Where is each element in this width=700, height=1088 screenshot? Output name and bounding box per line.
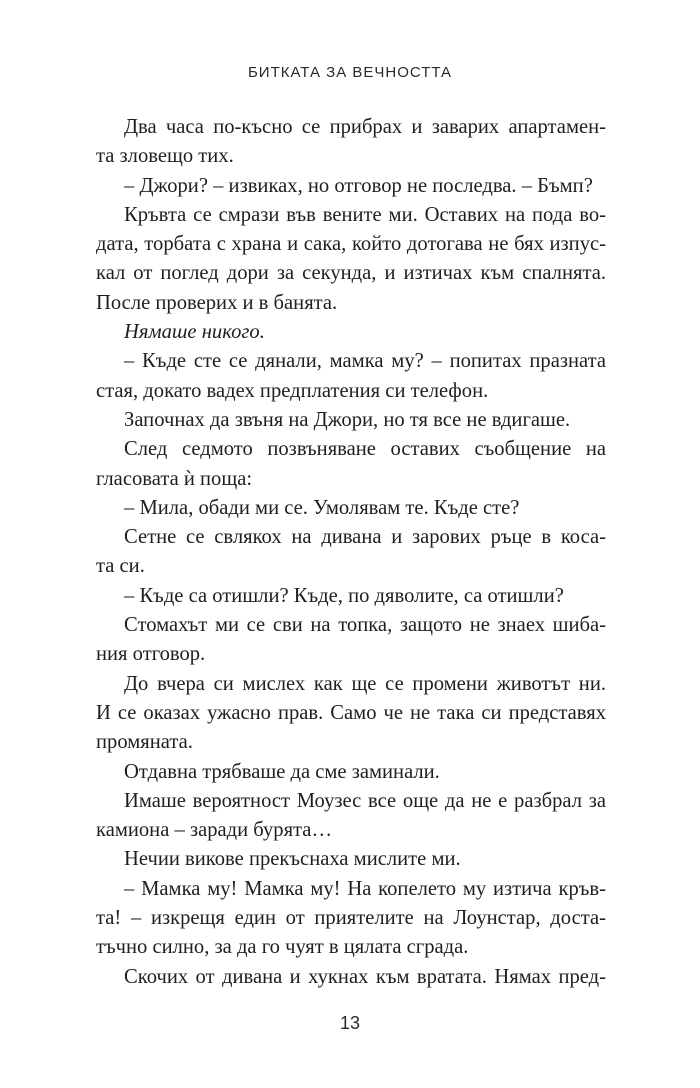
text-line: После проверих и в банята. <box>96 291 338 314</box>
text-line: Имаше вероятност Моузес все още да не е разбрал за <box>124 789 606 812</box>
text-line: тъчно силно, за да го чуят в цялата сграда. <box>96 936 469 959</box>
text-line: И се оказах ужасно прав. Само че не така си представях <box>96 701 606 724</box>
text-line: – Къде сте се дянали, мамка му? – попитах празната <box>124 350 606 373</box>
text-line: гласовата ѝ поща: <box>96 467 253 490</box>
text-line: До вчера си мислех как ще се промени животът ни. <box>124 672 606 695</box>
text-line: стая, докато вадех предплатения си телефон. <box>96 379 489 402</box>
text-line: След седмото позвъняване оставих съобщение на <box>124 438 606 461</box>
text-line: та зловещо тих. <box>96 145 234 168</box>
text-line: Нечии викове прекъснаха мислите ми. <box>124 848 461 871</box>
text-line: Отдавна трябваше да сме заминали. <box>124 760 440 783</box>
text-line: – Къде са отишли? Къде, по дяволите, са отишли? <box>124 584 564 607</box>
text-line: – Мамка му! Мамка му! На копелето му изтича кръв- <box>124 877 606 900</box>
text-line: та! – изкрещя един от приятелите на Лоунстар, доста- <box>96 907 606 930</box>
running-header: БИТКАТА ЗА ВЕЧНОСТТА <box>247 64 453 81</box>
body-text <box>96 113 606 992</box>
text-line: – Мила, обади ми се. Умолявам те. Къде сте? <box>124 496 520 519</box>
text-line: дата, торбата с храна и сака, който дотогава не бях изпус- <box>96 233 606 256</box>
text-line: Нямаше никого. <box>124 321 265 344</box>
text-line: Скочих от дивана и хукнах към вратата. Нямах пред- <box>124 965 606 988</box>
text-line: та си. <box>96 555 145 578</box>
page-number: 13 <box>339 1013 361 1033</box>
text-line: ния отговор. <box>96 643 206 666</box>
text-line: – Джори? – извиках, но отговор не последва. – Бъмп? <box>124 174 593 197</box>
text-line: Два часа по-късно се прибрах и заварих апартамен- <box>124 116 606 138</box>
text-line: кал от поглед дори за секунда, и изтичах към спалнята. <box>96 262 606 285</box>
text-line: Започнах да звъня на Джори, но тя все не вдигаше. <box>124 408 571 431</box>
text-line: камиона – заради бурята… <box>96 819 333 842</box>
text-line: промяната. <box>96 731 193 754</box>
text-line: Стомахът ми се сви на топка, защото не знаех шиба- <box>124 614 606 637</box>
text-line: Сетне се свлякох на дивана и зарових ръце в коса- <box>124 526 606 549</box>
text-line: Кръвта се смрази във вените ми. Оставих на пода во- <box>124 203 606 226</box>
